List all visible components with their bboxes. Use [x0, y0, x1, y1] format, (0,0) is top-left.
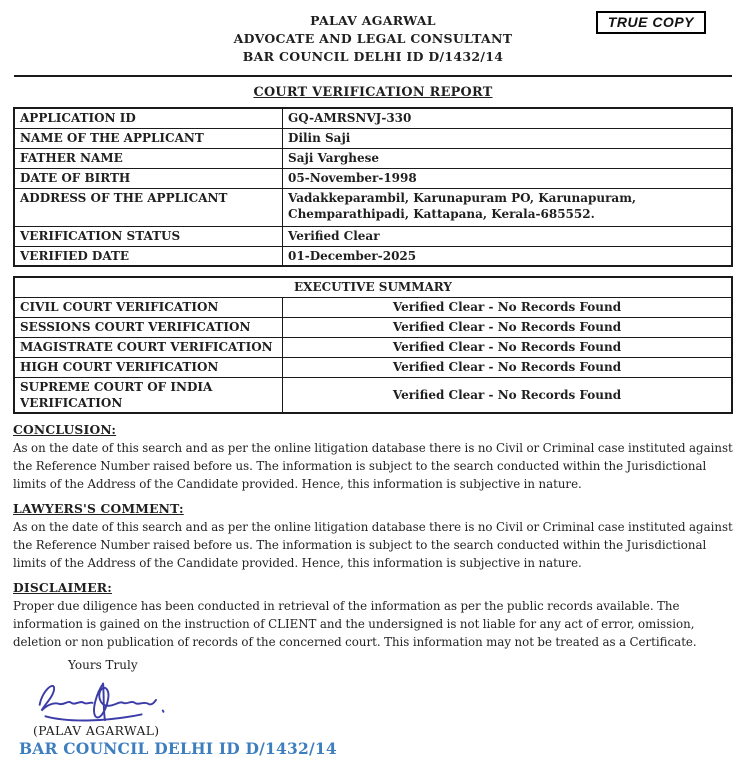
row-value: Verified Clear - No Records Found: [283, 377, 732, 413]
row-value: Verified Clear - No Records Found: [283, 357, 732, 377]
row-value: Verified Clear: [283, 226, 732, 246]
row-value: Verified Clear - No Records Found: [283, 317, 732, 337]
advocate-name: PALAV AGARWAL: [310, 13, 436, 28]
row-label: VERIFICATION STATUS: [14, 226, 283, 246]
row-value: Verified Clear - No Records Found: [283, 297, 732, 317]
table-row: [14, 128, 732, 148]
table-row: [14, 317, 732, 337]
table-row: [14, 377, 732, 413]
section-body: As on the date of this search and as per the online litigation database there is no Civil or Criminal case instituted against the Reference Number raised before us. The information is subject to the search conducted within the Jurisdictional limits of the Address of the Candidate provided. Hence, this information is subjective in nature.: [13, 519, 733, 570]
table-row: [14, 357, 732, 377]
section-heading: CONCLUSION:: [13, 421, 117, 437]
summary-header-row: [14, 277, 732, 297]
true-copy-stamp: TRUE COPY: [596, 11, 706, 34]
row-label: FATHER NAME: [14, 148, 283, 168]
section-body: Proper due diligence has been conducted in retrieval of the information as per the public records available. The information is gained on the instruction of CLIENT and the undersigned is not liable for any act of error, omission, deletion or non publication of records of the concerned court. This information may not be treated as a Certificate.: [13, 598, 697, 649]
row-value: Verified Clear - No Records Found: [283, 337, 732, 357]
report-title: COURT VERIFICATION REPORT: [253, 85, 493, 100]
advocate-role: ADVOCATE AND LEGAL CONSULTANT: [233, 31, 513, 46]
table-row: [14, 246, 732, 266]
row-label: HIGH COURT VERIFICATION: [14, 357, 283, 377]
row-label: ADDRESS OF THE APPLICANT: [14, 188, 283, 226]
closing-text: Yours Truly: [68, 657, 138, 672]
table-row: [14, 108, 732, 128]
section-lawyers-comment: [13, 501, 733, 572]
section-heading: DISCLAIMER:: [13, 579, 112, 595]
table-row: [14, 226, 732, 246]
section-disclaimer: [13, 580, 733, 651]
row-label: VERIFIED DATE: [14, 246, 283, 266]
table-row: [14, 337, 732, 357]
signature-image: [31, 674, 733, 724]
table-row: [14, 188, 732, 226]
section-heading: LAWYERS'S COMMENT:: [13, 500, 184, 516]
table-row: [14, 168, 732, 188]
row-label: CIVIL COURT VERIFICATION: [14, 297, 283, 317]
row-label: SUPREME COURT OF INDIA VERIFICATION: [14, 377, 283, 413]
row-value: Saji Varghese: [283, 148, 732, 168]
row-value: Dilin Saji: [283, 128, 732, 148]
summary-heading: EXECUTIVE SUMMARY: [14, 277, 732, 297]
section-conclusion: [13, 422, 733, 493]
row-value: GQ-AMRSNVJ-330: [283, 108, 732, 128]
row-value: 05-November-1998: [283, 168, 732, 188]
row-value: 01-December-2025: [283, 246, 732, 266]
row-label: MAGISTRATE COURT VERIFICATION: [14, 337, 283, 357]
table-row: [14, 148, 732, 168]
table-row: [14, 297, 732, 317]
row-label: SESSIONS COURT VERIFICATION: [14, 317, 283, 337]
header-divider: [14, 75, 732, 77]
row-label: APPLICATION ID: [14, 108, 283, 128]
row-label: NAME OF THE APPLICANT: [14, 128, 283, 148]
signee-name: (PALAV AGARWAL): [33, 723, 160, 738]
footer-bar-id: BAR COUNCIL DELHI ID D/1432/14: [19, 738, 337, 758]
section-body: As on the date of this search and as per the online litigation database there is no Civil or Criminal case instituted against the Reference Number raised before us. The information is subject to the search conducted within the Jurisdictional limits of the Address of the Candidate provided. Hence, this information is subjective in nature.: [13, 440, 733, 491]
applicant-table: [13, 107, 733, 267]
advocate-bar-id: BAR COUNCIL DELHI ID D/1432/14: [242, 49, 504, 64]
row-label: DATE OF BIRTH: [14, 168, 283, 188]
executive-summary-table: [13, 276, 733, 414]
row-value: Vadakkeparambil, Karunapuram PO, Karunapuram, Chemparathipadi, Kattapana, Kerala-685552.: [283, 188, 732, 226]
